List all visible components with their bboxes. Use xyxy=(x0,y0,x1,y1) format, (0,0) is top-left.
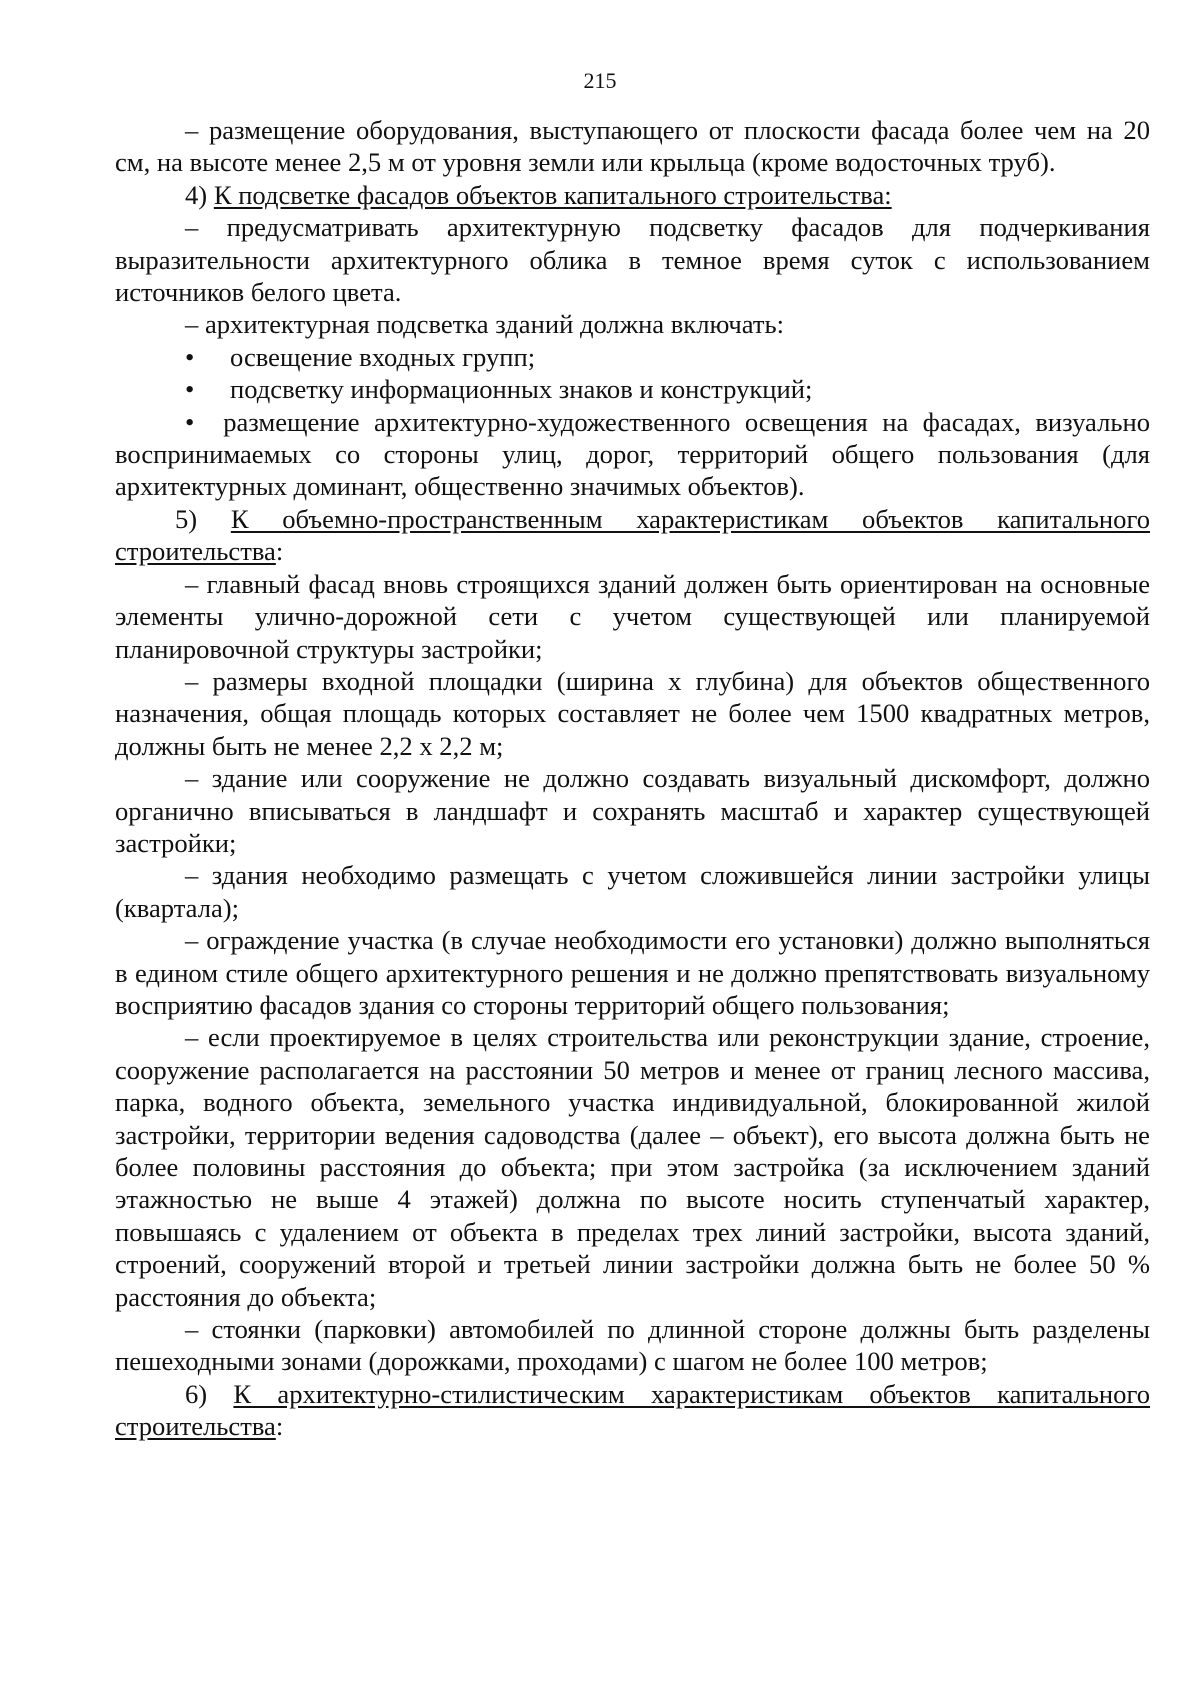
list-item xyxy=(115,341,1150,373)
paragraph: – стоянки (парковки) автомобилей по длинной стороне должны быть разделены пешеходными зонами (дорожками, проходами) с шагом не более 100 метров; xyxy=(115,1314,1150,1377)
section-number: 4) xyxy=(185,179,208,210)
section-number: 5) xyxy=(175,503,198,534)
list-item-text: освещение входных групп; xyxy=(230,341,536,372)
paragraph: – здание или сооружение не должно создавать визуальный дискомфорт, должно органично вписываться в ландшафт и сохранять масштаб и характер существующей застройки; xyxy=(115,763,1150,858)
paragraph: – ограждение участка (в случае необходимости его установки) должно выполняться в едином стиле общего архитектурного решения и не должно препятствовать визуальному восприятию фасадов здания со стороны территорий общего пользования; xyxy=(115,925,1150,1020)
list-item-text: подсветку информационных знаков и конструкций; xyxy=(230,374,813,405)
paragraph: – размеры входной площадки (ширина х глубина) для объектов общественного назначения, общая площадь которых составляет не более чем 1500 квадратных метров, должны быть не менее 2,2 х 2,2 м; xyxy=(115,665,1150,761)
section-heading-5 xyxy=(115,503,1150,568)
paragraph: – предусматривать архитектурную подсветку фасадов для подчеркивания выразительности архитектурного облика в темное время суток с использованием источников белого цвета. xyxy=(115,212,1150,308)
section-number: 6) xyxy=(185,1378,208,1409)
section-title: К архитектурно-стилистическим характеристикам объектов капитального строительства xyxy=(115,1378,1150,1442)
bullet-icon: • xyxy=(185,374,195,405)
paragraph: – если проектируемое в целях строительства или реконструкции здание, строение, сооружение располагается на расстоянии 50 метров и менее от границ лесного массива, парка, водного объекта, земельного участка индивидуальной, блокированной жилой застройки, территории ведения садоводства (далее – объект), его высота должна быть не более половины расстояния до объекта; при этом застройка (за исключением зданий этажностью не выше 4 этажей) должна по высоте носить ступенчатый характер, повышаясь с удалением от объекта в пределах трех линий застройки, высота зданий, строений, сооружений второй и третьей линии застройки должна быть не более 50 % расстояния до объекта; xyxy=(115,1022,1150,1312)
section-title-colon: : xyxy=(275,1411,284,1442)
section-title-colon: : xyxy=(275,536,284,567)
section-title: К объемно-пространственным характеристикам объектов капитального строительства xyxy=(115,503,1150,567)
document-body xyxy=(115,114,1150,1443)
paragraph: – размещение оборудования, выступающего от плоскости фасада более чем на 20 см, на высоте менее 2,5 м от уровня земли или крыльца (кроме водосточных труб). xyxy=(115,115,1150,178)
bullet-icon: • xyxy=(185,406,195,437)
section-heading-6 xyxy=(115,1378,1150,1443)
paragraph: – главный фасад вновь строящихся зданий должен быть ориентирован на основные элементы улично-дорожной сети с учетом существующей или планируемой планировочной структуры застройки; xyxy=(115,568,1150,664)
list-item xyxy=(115,406,1150,503)
section-title: К подсветке фасадов объектов капитального строительства: xyxy=(213,179,892,210)
paragraph: – здания необходимо размещать с учетом сложившейся линии застройки улицы (квартала); xyxy=(115,860,1150,923)
list-item-text: размещение архитектурно-художественного освещения на фасадах, визуально воспринимаемых со стороны улиц, дорог, территорий общего пользования (для архитектурных доминант, общественно значимых объектов). xyxy=(115,406,1151,502)
list-item xyxy=(115,373,1150,405)
page-number: 215 xyxy=(583,68,617,93)
section-heading-4 xyxy=(115,179,1150,211)
bullet-icon: • xyxy=(185,341,195,372)
paragraph: – архитектурная подсветка зданий должна включать: xyxy=(185,309,784,340)
